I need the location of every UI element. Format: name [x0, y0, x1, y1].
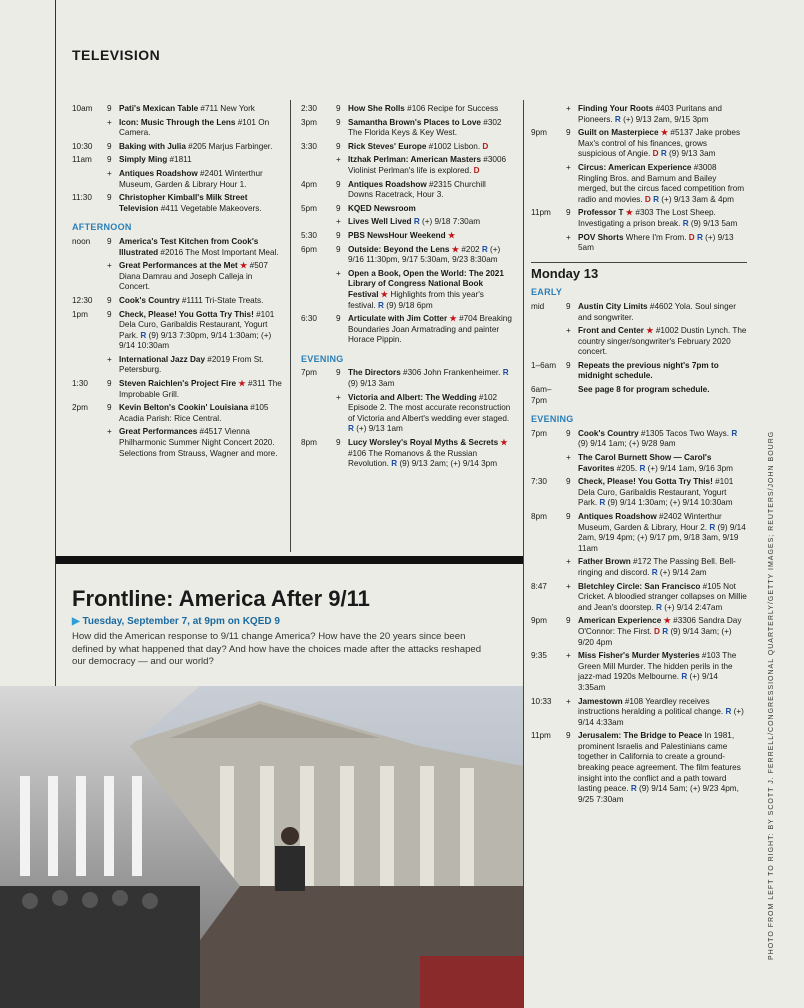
- listing-channel: 9: [336, 141, 341, 151]
- listings-column-3: [531, 104, 747, 808]
- listing-text: Lucy Worsley's Royal Myths & Secrets ★ #106 The Romanovs & the Russian Revolution. R (9) 9/13 2am; (+) 9/14 3pm: [348, 438, 508, 469]
- listing-channel: 9: [336, 117, 341, 127]
- listing-text: Father Brown #172 The Passing Bell. Bell-ringing and discord. R (+) 9/14 2am: [578, 557, 736, 577]
- listing-row: [72, 169, 284, 190]
- listing-title: Antiques Roadshow: [119, 168, 198, 178]
- listing-time: 9pm: [531, 616, 547, 626]
- listing-row: [72, 310, 284, 352]
- listing-row: [72, 155, 284, 166]
- listing-channel: 9: [336, 438, 341, 448]
- listing-text: Outside: Beyond the Lens ★ #202 R (+) 9/16 11:30pm, 9/17 5:30am, 9/23 8:30am: [348, 244, 501, 265]
- listing-channel: +: [566, 162, 571, 172]
- listing-text: America's Test Kitchen from Cook's Illustrated #2016 The Most Important Meal.: [119, 236, 279, 257]
- listing-time: [72, 118, 107, 139]
- listing-title: Lives Well Lived: [348, 217, 412, 227]
- listing-text: Great Performances at the Met ★ #507 Diana Damrau and Joseph Calleja in Concert.: [119, 261, 268, 292]
- listing-channel: 9: [336, 230, 341, 240]
- listing-channel: +: [107, 427, 112, 437]
- listing-channel: 9: [107, 141, 112, 151]
- listing-text: Christopher Kimball's Milk Street Television #411 Vegetable Makeovers.: [119, 193, 262, 213]
- listing-time: 10:30: [72, 141, 93, 151]
- listing-time: [301, 155, 336, 176]
- listing-row: [301, 438, 513, 470]
- listing-time: 10am: [72, 104, 93, 113]
- listing-row: [72, 296, 284, 307]
- listing-title: Jamestown: [578, 696, 623, 706]
- listings-column-1: [72, 104, 284, 462]
- listing-text: Simply Ming #1811: [119, 155, 192, 165]
- listing-title: Great Performances: [119, 427, 198, 437]
- listing-text: Finding Your Roots #403 Puritans and Pioneers. R (+) 9/13 2am, 9/15 3pm: [578, 104, 722, 124]
- listing-channel: +: [566, 581, 571, 591]
- listing-channel: 9: [107, 193, 112, 203]
- listing-title: Rick Steves' Europe: [348, 141, 427, 151]
- listing-channel: 9: [566, 128, 571, 138]
- listing-time: [531, 104, 566, 125]
- listing-row: [531, 208, 747, 229]
- listing-time: 12:30: [72, 295, 93, 305]
- listing-title: Repeats the previous night's 7pm to midnight schedule.: [578, 360, 719, 381]
- listing-text: Circus: American Experience #3008 Ringling Bros. and Barnum and Bailey merged, but the circus faced competition from radio and movies. D R (+) 9/13 3am & 4pm: [578, 162, 745, 204]
- listing-title: Finding Your Roots: [578, 104, 654, 113]
- listing-time: 6:30: [301, 314, 317, 324]
- listing-text: [578, 385, 747, 406]
- listing-time: [301, 217, 336, 228]
- feature-photo: [0, 686, 523, 1008]
- listing-title: Pati's Mexican Table: [119, 104, 199, 113]
- listing-text: Lives Well Lived R (+) 9/18 7:30am: [348, 217, 481, 227]
- listing-channel: +: [107, 168, 112, 178]
- listing-channel: 9: [336, 244, 341, 254]
- photo-credit: PHOTO FROM LEFT TO RIGHT: BY SCOTT J. FERRELL/CONGRESSIONAL QUARTERLY/GETTY IMAGES; REUTERS/JOHN BOURG: [768, 430, 775, 960]
- listing-channel: [566, 385, 578, 406]
- listing-text: Cook's Country #1111 Tri-State Treats.: [119, 295, 264, 305]
- listing-text: Pati's Mexican Table #711 New York: [119, 104, 255, 113]
- listing-title: The Carol Burnett Show — Carol's Favorites: [578, 453, 712, 473]
- listing-row: [531, 361, 747, 382]
- listing-row: [531, 385, 747, 406]
- early-label: EARLY: [531, 287, 563, 298]
- listing-channel: 9: [566, 360, 571, 370]
- listing-channel: 9: [107, 236, 112, 246]
- listing-channel: 9: [566, 616, 571, 626]
- listing-row: [72, 237, 284, 258]
- section-heading: TELEVISION: [72, 47, 161, 63]
- listing-row: [531, 697, 747, 729]
- listing-time: 8pm: [301, 438, 317, 448]
- listing-channel: 9: [107, 295, 112, 305]
- listing-row: [531, 582, 747, 614]
- listing-text: Articulate with Jim Cotter ★ #704 Breaking Boundaries Joan Armatrading and painter Horace Pippin.: [348, 314, 512, 345]
- listing-text: Icon: Music Through the Lens #101 On Camera.: [119, 117, 270, 138]
- listing-time: 2pm: [72, 403, 88, 413]
- listing-title: America's Test Kitchen from Cook's Illustrated: [119, 236, 259, 257]
- listing-channel: 9: [107, 379, 112, 389]
- listing-row: [531, 453, 747, 474]
- listing-title: Antiques Roadshow: [578, 512, 657, 521]
- listing-title: Icon: Music Through the Lens: [119, 117, 236, 127]
- listing-channel: 9: [566, 512, 571, 521]
- listing-text: Austin City Limits #4602 Yola. Soul singer and songwriter.: [578, 301, 736, 322]
- listing-title: Jerusalem: The Bridge to Peace: [578, 731, 703, 741]
- listing-channel: 9: [336, 368, 341, 378]
- listing-title: Steven Raichlen's Project Fire ★: [119, 379, 246, 389]
- listing-channel: 9: [107, 104, 112, 113]
- listing-title: Christopher Kimball's Milk Street Television: [119, 193, 248, 213]
- listing-text: Jamestown #108 Yeardley receives instructions heralding a political change. R (+) 9/14 4:33am: [578, 696, 744, 727]
- listing-row: [301, 314, 513, 346]
- listing-title: Itzhak Perlman: American Masters: [348, 155, 482, 165]
- listing-time: 2:30: [301, 104, 317, 113]
- listing-time: 7pm: [301, 368, 317, 378]
- listing-title: The Directors: [348, 368, 401, 378]
- listing-text: [578, 361, 747, 382]
- listing-time: 3:30: [301, 141, 317, 151]
- listing-title: Check, Please! You Gotta Try This!: [119, 309, 254, 319]
- listing-time: 9pm: [531, 128, 547, 138]
- listing-text: Kevin Belton's Cookin' Louisiana #105 Acadia Parish: Rice Central.: [119, 403, 269, 423]
- listing-time: [531, 453, 566, 474]
- listing-text: Antiques Roadshow #2401 Winterthur Museum, Garden & Library Hour 1.: [119, 168, 263, 189]
- listing-text: Check, Please! You Gotta Try This! #101 Dela Curo, Garibaldis Restaurant, Yogurt Park. R (9) 9/13 7:30pm, 9/14 1:30am; (+) 9/14 10:30am: [119, 309, 275, 351]
- listing-title: How She Rolls: [348, 104, 405, 113]
- listing-title: Check, Please! You Gotta Try This!: [578, 477, 713, 487]
- listing-channel: 9: [336, 104, 341, 113]
- listing-title: KQED Newsroom: [348, 203, 416, 213]
- listing-time: 11am: [72, 155, 92, 165]
- listing-channel: +: [336, 217, 341, 227]
- listing-row: [301, 142, 513, 153]
- afternoon-label: AFTERNOON: [72, 222, 132, 233]
- listing-time: 1–6am: [531, 360, 557, 370]
- listing-title: PBS NewsHour Weekend ★: [348, 230, 456, 240]
- listing-text: Guilt on Masterpiece ★ #5137 Jake probes Max's control of his finances, grows suspicious of Angie. D R (9) 9/13 3am: [578, 128, 741, 159]
- listing-time: [531, 326, 566, 358]
- feature-description: How did the American response to 9/11 change America? How have the 20 years since been defined by what happened that day? And how have the choices made after the attacks reshaped our democracy — and our world?: [72, 631, 482, 668]
- listing-title: Baking with Julia: [119, 141, 186, 151]
- listing-text: Great Performances #4517 Vienna Philharmonic Summer Night Concert 2020. Selections from Strauss, Wagner and more.: [119, 427, 278, 458]
- listing-text: Samantha Brown's Places to Love #302 The Florida Keys & Key West.: [348, 117, 502, 138]
- listing-row: [301, 104, 513, 115]
- listing-time: noon: [72, 236, 91, 246]
- listing-row: [531, 302, 747, 323]
- listing-text: Check, Please! You Gotta Try This! #101 Dela Curo, Garibaldis Restaurant, Yogurt Park. R (9) 9/14 1:30am; (+) 9/14 10:30am: [578, 477, 734, 508]
- feature-date-text: Tuesday, September 7, at 9pm on KQED 9: [82, 616, 280, 627]
- listing-row: [72, 403, 284, 424]
- listing-text: International Jazz Day #2019 From St. Petersburg.: [119, 354, 264, 375]
- listing-text: Professor T ★ #303 The Lost Sheep. Investigating a prison break. R (9) 9/13 5am: [578, 208, 738, 228]
- listing-text: Front and Center ★ #1002 Dustin Lynch. The country singer/songwriter's February 2020 concert.: [578, 326, 747, 357]
- listing-row: [531, 731, 747, 805]
- listing-text: Antiques Roadshow #2402 Winterthur Museum, Garden & Library, Hour 2. R (9) 9/14 2am, 9/19 4pm; (+) 9/17 pm, 9/18 3am, 9/19 11am: [578, 512, 746, 553]
- listing-time: 7:30: [531, 477, 547, 487]
- listing-row: [301, 180, 513, 201]
- listing-time: 6pm: [301, 244, 317, 254]
- listing-text: The Carol Burnett Show — Carol's Favorites #205. R (+) 9/14 1am, 9/16 3pm: [578, 453, 733, 473]
- listing-text: Victoria and Albert: The Wedding #102 Episode 2. The most accurate reconstruction of Victoria and Albert's wedding ever staged. R (+) 9/13 1am: [348, 392, 511, 434]
- listing-channel: +: [566, 696, 571, 706]
- listing-time: [531, 233, 566, 254]
- listing-title: International Jazz Day: [119, 354, 205, 364]
- listing-time: 6am–7pm: [531, 385, 552, 405]
- listing-title: Guilt on Masterpiece ★: [578, 128, 669, 138]
- listing-time: [301, 269, 336, 311]
- listing-title: Victoria and Albert: The Wedding: [348, 392, 477, 402]
- listing-channel: 9: [107, 155, 112, 165]
- listing-row: [301, 118, 513, 139]
- listing-title: Cook's Country: [578, 428, 639, 438]
- listing-row: [301, 217, 513, 228]
- listing-title: Great Performances at the Met ★: [119, 261, 248, 271]
- listing-title: Simply Ming: [119, 155, 168, 165]
- listing-channel: +: [566, 453, 571, 463]
- listing-text: Baking with Julia #205 Marjus Farbinger.: [119, 141, 273, 151]
- listing-time: 10:33: [531, 696, 552, 706]
- listing-time: [72, 355, 107, 376]
- listing-row: [301, 204, 513, 215]
- listing-row: [301, 393, 513, 435]
- listing-time: 5:30: [301, 230, 317, 240]
- listing-text: Open a Book, Open the World: The 2021 Library of Congress National Book Festival ★ Highlights from this year's festival. R (9) 9/18 6pm: [348, 268, 504, 310]
- listing-row: [531, 616, 747, 648]
- listing-text: American Experience ★ #3306 Sandra Day O'Connor: The First. D R (9) 9/14 3am; (+) 9/20 4pm: [578, 616, 742, 647]
- listing-time: [531, 163, 566, 205]
- listing-title: Kevin Belton's Cookin' Louisiana: [119, 403, 248, 413]
- listing-channel: 9: [566, 208, 571, 218]
- listing-row: [72, 427, 284, 459]
- listing-row: [301, 368, 513, 389]
- listing-title: Bletchley Circle: San Francisco: [578, 581, 701, 591]
- listing-time: mid: [531, 301, 545, 311]
- listing-channel: +: [566, 326, 571, 336]
- listing-channel: +: [336, 268, 341, 278]
- listing-time: [72, 261, 107, 293]
- listing-time: 11:30: [72, 193, 92, 203]
- capitol-photo-illustration: [0, 686, 523, 1008]
- listing-text: Rick Steves' Europe #1002 Lisbon. D: [348, 141, 489, 151]
- listing-time: [531, 557, 566, 578]
- listing-title: Outside: Beyond the Lens ★: [348, 244, 460, 254]
- listing-channel: +: [107, 261, 112, 271]
- listing-time: [301, 393, 336, 435]
- listing-time: 11pm: [531, 731, 551, 741]
- listing-channel: 9: [336, 314, 341, 324]
- feature-top-bar: [56, 556, 523, 564]
- listing-row: [72, 118, 284, 139]
- listing-text: Miss Fisher's Murder Mysteries #103 The Green Mill Murder. The hidden perils in the jazz-mad 1920s Melbourne. R (+) 9/14 3:35am: [578, 651, 737, 692]
- play-triangle-icon: ▶: [72, 616, 83, 627]
- listing-channel: 9: [336, 203, 341, 213]
- listing-row: [301, 269, 513, 311]
- listing-row: [531, 104, 747, 125]
- listing-channel: +: [566, 232, 571, 242]
- listing-text: Cook's Country #1305 Tacos Two Ways. R (9) 9/14 1am; (+) 9/28 9am: [578, 428, 738, 449]
- listing-title: Cook's Country: [119, 295, 180, 305]
- listing-title: POV Shorts: [578, 232, 624, 242]
- listing-time: 8pm: [531, 512, 547, 521]
- listing-channel: 9: [566, 301, 571, 311]
- listing-row: [72, 142, 284, 153]
- listing-text: Bletchley Circle: San Francisco #105 Not Cricket. A bloodied stranger collapses on Millie and Jean's doorstep. R (+) 9/14 2:47am: [578, 581, 747, 612]
- evening-label: EVENING: [531, 414, 574, 425]
- listing-row: [531, 429, 747, 450]
- listing-channel: +: [336, 392, 341, 402]
- listing-row: [301, 155, 513, 176]
- listing-row: [301, 245, 513, 266]
- listing-row: [531, 233, 747, 254]
- listing-channel: 9: [566, 731, 571, 741]
- listing-text: The Directors #306 John Frankenheimer. R (9) 9/13 3am: [348, 368, 509, 389]
- listing-title: Father Brown: [578, 557, 631, 567]
- listing-title: Front and Center ★: [578, 326, 654, 336]
- listing-channel: +: [566, 557, 571, 567]
- listing-channel: +: [107, 354, 112, 364]
- listing-title: Austin City Limits: [578, 301, 648, 311]
- listing-channel: 9: [107, 309, 112, 319]
- column-divider: [523, 100, 524, 1008]
- listing-text: Jerusalem: The Bridge to Peace In 1981, prominent Israelis and Palestinians came together in California to create a ground-breaking peace agreement. The film features insight into the conflict and a path toward lasting peace. R (9) 9/14 5am; (+) 9/23 4pm, 9/25 7:30am: [578, 731, 741, 804]
- listing-title: Miss Fisher's Murder Mysteries: [578, 651, 700, 661]
- listing-text: Itzhak Perlman: American Masters #3006 Violinist Perlman's life is explored. D: [348, 155, 507, 175]
- listing-title: Antiques Roadshow: [348, 179, 427, 189]
- listing-row: [531, 477, 747, 509]
- listing-title: American Experience ★: [578, 616, 671, 626]
- listing-title: Samantha Brown's Places to Love: [348, 117, 481, 127]
- listing-row: [531, 651, 747, 693]
- listing-time: [72, 427, 107, 459]
- listing-row: [531, 512, 747, 554]
- listing-row: [72, 104, 284, 115]
- listing-time: 7pm: [531, 428, 547, 438]
- listing-time: 9:35: [531, 651, 547, 661]
- listing-title: Articulate with Jim Cotter ★: [348, 314, 457, 324]
- listing-channel: +: [566, 104, 571, 113]
- listing-channel: +: [336, 155, 341, 165]
- listing-text: Antiques Roadshow #2315 Churchill Downs Racetrack, Hour 3.: [348, 179, 486, 200]
- listing-time: 11pm: [531, 208, 551, 218]
- listing-channel: 9: [566, 428, 571, 438]
- listing-row: [531, 557, 747, 578]
- listing-row: [301, 231, 513, 242]
- evening-label: EVENING: [301, 353, 344, 364]
- listing-text: [348, 231, 513, 242]
- listing-text: How She Rolls #106 Recipe for Success: [348, 104, 499, 113]
- listing-row: [72, 261, 284, 293]
- listing-time: 8:47: [531, 581, 547, 591]
- listing-title: Open a Book, Open the World: The 2021 Library of Congress National Book Festival ★: [348, 268, 504, 299]
- listing-text: POV Shorts Where I'm From. D R (+) 9/13 5am: [578, 232, 734, 253]
- feature-date: [72, 616, 280, 627]
- listing-text: Steven Raichlen's Project Fire ★ #311 The Improbable Grill.: [119, 379, 282, 399]
- column-divider: [290, 100, 291, 552]
- listing-channel: 9: [566, 477, 571, 487]
- listing-channel: 9: [336, 179, 341, 189]
- listing-text: [348, 204, 513, 215]
- listing-time: 3pm: [301, 117, 317, 127]
- listing-row: [72, 379, 284, 400]
- listing-row: [531, 163, 747, 205]
- listing-row: [72, 355, 284, 376]
- listing-title: Professor T ★: [578, 208, 634, 218]
- listing-row: [531, 128, 747, 160]
- feature-title: Frontline: America After 9/11: [72, 586, 370, 611]
- listing-title: Lucy Worsley's Royal Myths & Secrets ★: [348, 438, 508, 448]
- listing-title: See page 8 for program schedule.: [578, 385, 710, 395]
- listing-title: Circus: American Experience: [578, 162, 692, 172]
- listing-channel: 9: [107, 403, 112, 413]
- listing-time: 1pm: [72, 309, 88, 319]
- listings-column-2: [301, 104, 513, 473]
- listing-time: 1:30: [72, 379, 88, 389]
- listing-time: 4pm: [301, 179, 317, 189]
- listing-time: [72, 169, 107, 190]
- listing-time: 5pm: [301, 203, 317, 213]
- day-heading: Monday 13: [531, 262, 747, 280]
- listing-channel: +: [566, 651, 571, 661]
- listing-row: [531, 326, 747, 358]
- listing-channel: +: [107, 117, 112, 127]
- listing-row: [72, 193, 284, 214]
